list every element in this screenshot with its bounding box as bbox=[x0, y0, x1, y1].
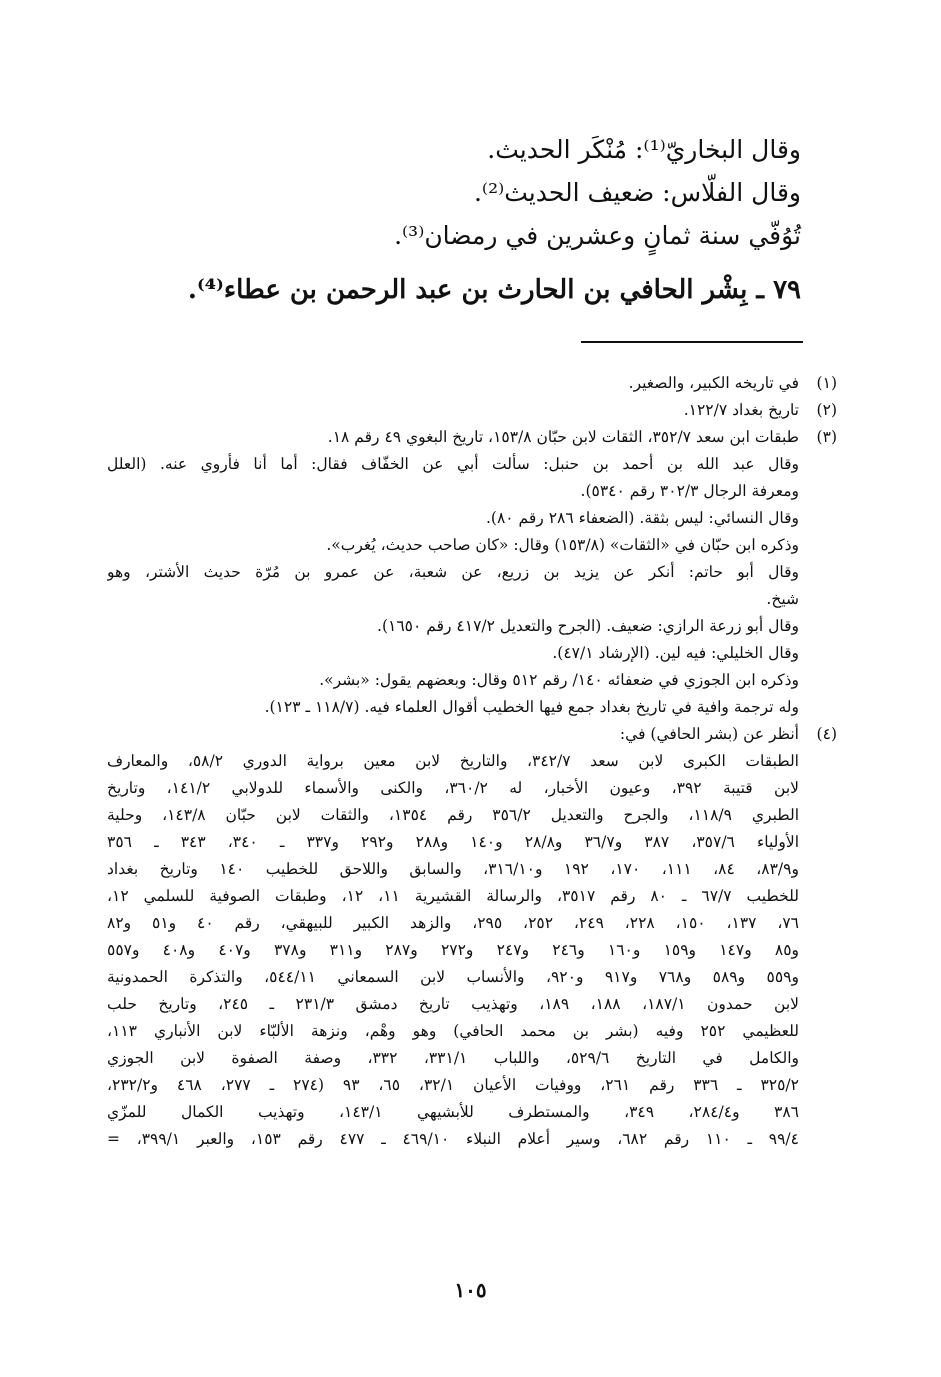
footnote-line: شيخ. bbox=[766, 590, 799, 608]
footnote-line: للخطيب ٦٧/٧ ـ ٨٠ رقم ٣٥١٧، والرسالة القشيرية ١١، ١٢، وطبقات الصوفية للسلمي ١٢، bbox=[107, 887, 799, 905]
entry-heading: ٧٩ ـ بِشْر الحافي بن الحارث بن عبد الرحمن بن عطاء⁽⁴⁾. bbox=[187, 275, 801, 305]
main-text bbox=[101, 128, 801, 312]
footnote-line: وقال عبد الله بن أحمد بن حنبل: سألت أبي عن الخفّاف فقال: أما أنا فأروي عنه. (العلل bbox=[107, 455, 799, 473]
footnote-line: الطبري ١١٨/٩، والجرح والتعديل ٣٥٦/٢ رقم ١٣٥٤، والثقات لابن حبّان ١٤٣/٨، وحلية bbox=[107, 806, 799, 824]
footnote-line: وقال النسائي: ليس بثقة. (الضعفاء ٢٨٦ رقم ٨٠). bbox=[485, 509, 799, 527]
footnote bbox=[107, 424, 837, 721]
footnote-line: وقال الخليلي: فيه لين. (الإرشاد ٤٧/١). bbox=[552, 644, 799, 662]
footnote-line: والكامل في التاريخ ٥٢٩/٦، واللباب ٣٣١/١، ٣٣٢، وصفة الصفوة لابن الجوزي bbox=[107, 1049, 799, 1067]
footnote-number: (٤) bbox=[816, 725, 837, 743]
footnote-line: لابن حمدون ١٨٧/١، ١٨٨، ١٨٩، وتهذيب تاريخ دمشق ٢٣١/٣ ـ ٢٤٥، وتاريخ حلب bbox=[107, 995, 799, 1013]
footnote-number: (٣) bbox=[816, 428, 837, 446]
footnote bbox=[107, 397, 837, 424]
footnotes bbox=[107, 370, 837, 1153]
footnote-line: ٩٩/٤ ـ ١١٠ رقم ٦٨٢، وسير أعلام النبلاء ٤٦٩/١٠ ـ ٤٧٧ رقم ١٥٣، والعبر ٣٩٩/١، = bbox=[107, 1130, 799, 1148]
footnote bbox=[107, 370, 837, 397]
main-line: تُوُفّي سنة ثمانٍ وعشرين في رمضان⁽³⁾. bbox=[394, 221, 801, 250]
footnote-line: وقال أبو حاتم: أنكر عن يزيد بن زريع، عن شعبة، عن عمرو بن مُرّة حديث الأشتر، وهو bbox=[107, 563, 799, 581]
footnote bbox=[107, 721, 837, 1153]
footnote-line: و٥٥٩ و٥٨٩ و٧٦٨ و٩١٧ و٩٢٠، والأنساب لابن السمعاني ٥٤٤/١١، والتذكرة الحمدونية bbox=[107, 968, 799, 986]
footnote-line: لابن قتيبة ٣٩٢، وعيون الأخبار، له ٣٦٠/٢، والكنى والأسماء للدولابي ١٤١/٢، وتاريخ bbox=[107, 779, 799, 797]
footnote-line: أنظر عن (بشر الحافي) في: bbox=[619, 725, 799, 743]
footnote-line: للعظيمي ٢٥٢ وفيه (بشر بن محمد الحافي) وهو وهْم، ونزهة الألبّاء لابن الأنباري ١١٣، bbox=[107, 1022, 799, 1040]
footnote-line: و٨٣/٩، ٨٤، ١١١، ١٧٠، ١٩٢ و٣١٦/١٠، والسابق واللاحق للخطيب ١٤٠ وتاريخ بغداد bbox=[107, 860, 799, 878]
footnote-line: وذكره ابن حبّان في «الثقات» (١٥٣/٨) وقال: «كان صاحب حديث، يُغرب». bbox=[326, 536, 799, 554]
footnote-line: وله ترجمة وافية في تاريخ بغداد جمع فيها الخطيب أقوال العلماء فيه. (١١٨/٧ ـ ١٢٣). bbox=[264, 698, 799, 716]
footnote-line: ٣٨٦ و٢٨٤/٤، ٣٤٩، والمستطرف للأبشيهي ١٤٣/١، وتهذيب الكمال للمزّي bbox=[107, 1103, 799, 1121]
footnote-divider bbox=[581, 341, 803, 343]
main-line: وقال الفلّاس: ضعيف الحديث⁽²⁾. bbox=[473, 178, 801, 207]
footnote-line: وقال أبو زرعة الرازي: ضعيف. (الجرح والتعديل ٤١٧/٢ رقم ١٦٥٠). bbox=[377, 617, 799, 635]
footnote-line: ٣٢٥/٢ ـ ٣٣٦ رقم ٢٦١، ووفيات الأعيان ٣٢/١، ٦٥، ٩٣ (٢٧٤ ـ ٢٧٧، ٤٦٨ و٢٣٢/٢، bbox=[107, 1076, 799, 1094]
footnote-line: الطبقات الكبرى لابن سعد ٣٤٢/٧، والتاريخ لابن معين برواية الدوري ٥٨/٢، والمعارف bbox=[107, 752, 799, 770]
main-line: وقال البخاريّ⁽¹⁾: مُنْكَر الحديث. bbox=[487, 135, 801, 164]
footnote-line: تاريخ بغداد ١٢٢/٧. bbox=[683, 401, 799, 419]
footnote-line: و٨٥ و١٤٧ و١٥٩ و١٦٠ و٢٤٦ و٢٤٧ و٢٧٢ و٢٨٧ و٣١١ و٣٧٨ و٤٠٧ و٤٠٨ و٥٥٧ bbox=[107, 941, 799, 959]
footnote-line: وذكره ابن الجوزي في ضعفائه ١٤٠/ رقم ٥١٢ وقال: وبعضهم يقول: «بشر». bbox=[319, 671, 799, 689]
footnote-line: طبقات ابن سعد ٣٥٢/٧، الثقات لابن حبّان ١٥٣/٨، تاريخ البغوي ٤٩ رقم ١٨. bbox=[327, 428, 799, 446]
footnote-line: الأولياء ٣٥٧/٦، ٣٨٧ و٣٦/٧ و٢٨/٨ و١٤٠ و٢٨٨ و٢٩٢ و٣٣٧ ـ ٣٤٠، ٣٤٣ ـ ٣٥٦ bbox=[107, 833, 799, 851]
footnote-number: (٢) bbox=[816, 401, 837, 419]
footnote-line: ومعرفة الرجال ٣٠٢/٣ رقم ٥٣٤٠). bbox=[580, 482, 799, 500]
footnote-line: في تاريخه الكبير، والصغير. bbox=[628, 374, 799, 392]
footnote-line: ٧٦، ١٣٧، ١٥٠، ٢٢٨، ٢٤٩، ٢٥٢، ٢٩٥، والزهد الكبير للبيهقي، رقم ٤٠ و٥١ و٨٢ bbox=[107, 914, 799, 932]
page-number: ١٠٥ bbox=[454, 1278, 487, 1302]
footnote-number: (١) bbox=[816, 374, 837, 392]
